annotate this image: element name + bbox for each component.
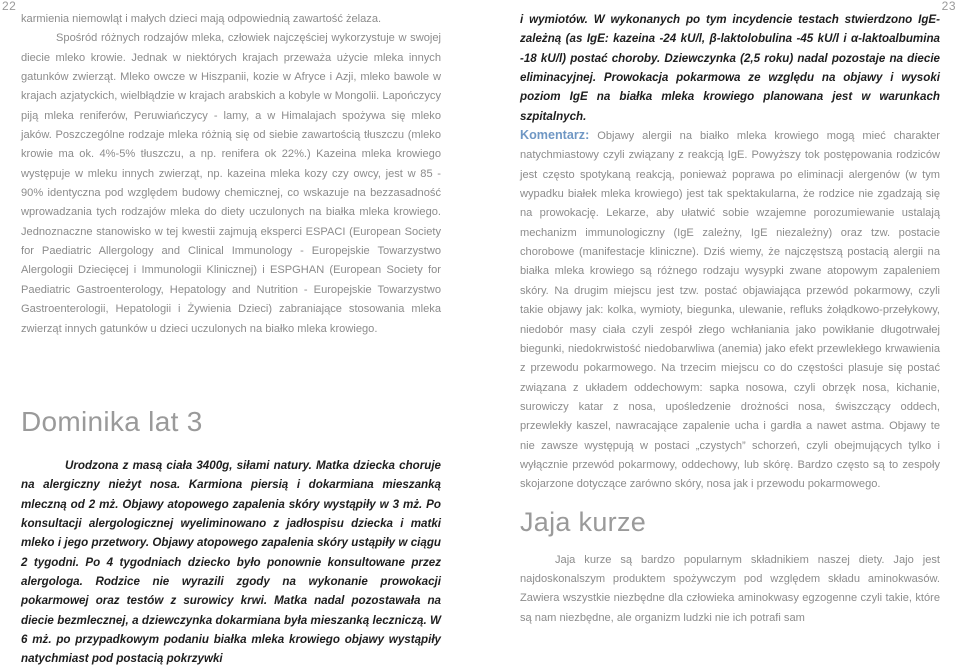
milk-types-paragraph: Spośród różnych rodzajów mleka, człowiek najczęściej wykorzystuje w swojej diecie mleko krowie. Jednak w niektórych krajach przeważa użycie mleka innych gatunków zwierząt. Mleko owcze w Hiszpanii, kozie w Afryce i Azji, mleko bawole w krajach azjatyckich, wielbłądzie w krajach arabskich a kobyle w Mongolii. Lapończycy piją mleka reniferów, Peruwiańczycy - lamy, a w Himalajach spożywa się mleko jaków. Poszczególne rodzaje mleka różnią się od siebie zawartością tłuszczu (mleko krowie ma ok. 4%-5% tłuszczu, a np. renifera ok 22%.) Kazeina mleka krowiego występuje w mleku innych zwierząt, np. kazeina mleka kozy czy owcy, jest w 85 - 90% identyczna pod względem budowy chemicznej, co wskazuje na bezzasadność wprowadzania tych rodzajów mleka do diety uczulonych na białka mleka krowiego. Jednoznaczne stanowisko w tej kwestii zajmują eksperci ESPACI (European Society for Paediatric Allergology and Clinical Immunology - Europejskie Towarzystwo Alergologii Dziecięcej i Immunologii Klinicznej) i ESPGHAN (European Society for Paediatric Gastroenterology, Hepatology and Nutrition - Europejskie Towarzystwo Gastroenterologii, Hepatologii i Żywienia Dzieci) zabraniające stosowania mleka zwierząt innych gatunków u dzieci uczulonych na białko mleka krowiego. — [21, 32, 441, 335]
section-heading-eggs: Jaja kurze — [520, 506, 647, 537]
page-number-left: 22 — [2, 0, 17, 13]
comment-paragraph — [520, 126, 940, 495]
case-heading-dominika: Dominika lat 3 — [21, 406, 203, 437]
case-story — [21, 456, 441, 669]
comment-text: Objawy alergii na białko mleka krowiego mogą mieć charakter natychmiastowy czyli związany z reakcją IgE. Powyższy tok postępowania rodziców jest często spotykaną reakcją, ponieważ poprawa po eliminacji alergenów (w tym wypadku białek mleka krowiego) jest tak spektakularna, że rodzice nie zgadzają się na prowokację. Lekarze, aby ułatwić sobie wzajemne porozumiewanie ustalają mechanizm immunologiczny (IgE zależny, IgE niezależny) oraz tzw. postacie chorobowe (manifestacje kliniczne). Dziś wiemy, że najczęstszą postacią alergii na białka mleka krowiego są różnego rodzaju wysypki zwane atopowym zapaleniem skóry. Na drugim miejscu jest tzw. postać objawiająca przewód pokarmowy, czyli takie objawy jak: kolka, wymioty, biegunka, ulewanie, refluks żołądkowo-przełykowy, niedobór masy ciała czyli zespół złego wchłaniania jako powikłanie długotrwałej biegunki, niedokrwistość niedobarwliwa (anemia) jako efekt przewlekłego krwawienia z przewodu pokarmowego. Na trzecim miejscu co do częstości plasuje się postać związana z układem oddechowym: sapka nosowa, czyli obrzęk nosa, kichanie, surowiczy katar z nosa, upośledzenie drożności nosa, świszczący oddech, przewlekły kaszel, nawracające zapalenie ucha i gardła a nawet astma. Objawy te nie zawsze występują w postaci „czystych” schorzeń, czyli obejmujących tylko i wyłącznie przewód pokarmowy, oddechowy, lub skórę. Bardzo często są to zespoły skojarzone dotyczące zarówno skóry, nosa jak i przewodu pokarmowego. — [520, 130, 940, 491]
right-column — [520, 10, 940, 628]
comment-label: Komentarz: — [520, 128, 590, 143]
eggs-paragraph: Jaja kurze są bardzo popularnym składnikiem naszej diety. Jajo jest najdoskonalszym produktem spożywczym pod względem składu aminokwasów. Zawiera wszystkie niezbędne dla człowieka aminokwasy egzogenne czyli takie, które są nam niezbędne, ale organizm ludzki nie ich potrafi sam — [520, 553, 940, 624]
left-column — [21, 10, 441, 339]
intro-paragraph: karmienia niemowląt i małych dzieci mają odpowiednią zawartość żelaza. — [21, 13, 382, 25]
case-story-paragraph: Urodzona z masą ciała 3400g, siłami natury. Matka dziecka choruje na alergiczny nieżyt nosa. Karmiona piersią i dokarmiana mieszanką mleczną od 2 mż. Objawy atopowego zapalenia skóry wystąpiły w 3 mż. Po konsultacji alergologicznej wyeliminowano z jadłospisu dziecka i matki mleko i jego przetwory. Objawy atopowego zapalenia skóry ustąpiły w ciągu 2 tygodni. Po 4 tygodniach dziecko było ponownie konsultowane przez alergologa. Rodzice nie wyrazili zgody na wykonanie prowokacji pokarmowej oraz testów z surowicy krwi. Matka nadal pozostawała na diecie bezmlecznej, a dziewczynka dokarmiana była mieszanką leczniczą. W 6 mż. po przypadkowym podaniu białka mleka krowiego objawy wystąpiły natychmiast pod postacią pokrzywki — [21, 459, 441, 666]
case-story-continued: i wymiotów. W wykonanych po tym incydencie testach stwierdzono IgE-zależną (as IgE: kazeina -24 kU/l, β-laktolobulina -45 kU/l i α-laktoalbumina -18 kU/l) postać choroby. Dziewczynka (2,5 roku) nadal pozostaje na diecie eliminacyjnej. Prowokacja pokarmowa ze względu na objawy i wysoki poziom IgE na białka mleka krowiego planowana jest w warunkach szpitalnych. — [520, 13, 940, 123]
page-number-right: 23 — [941, 0, 956, 13]
